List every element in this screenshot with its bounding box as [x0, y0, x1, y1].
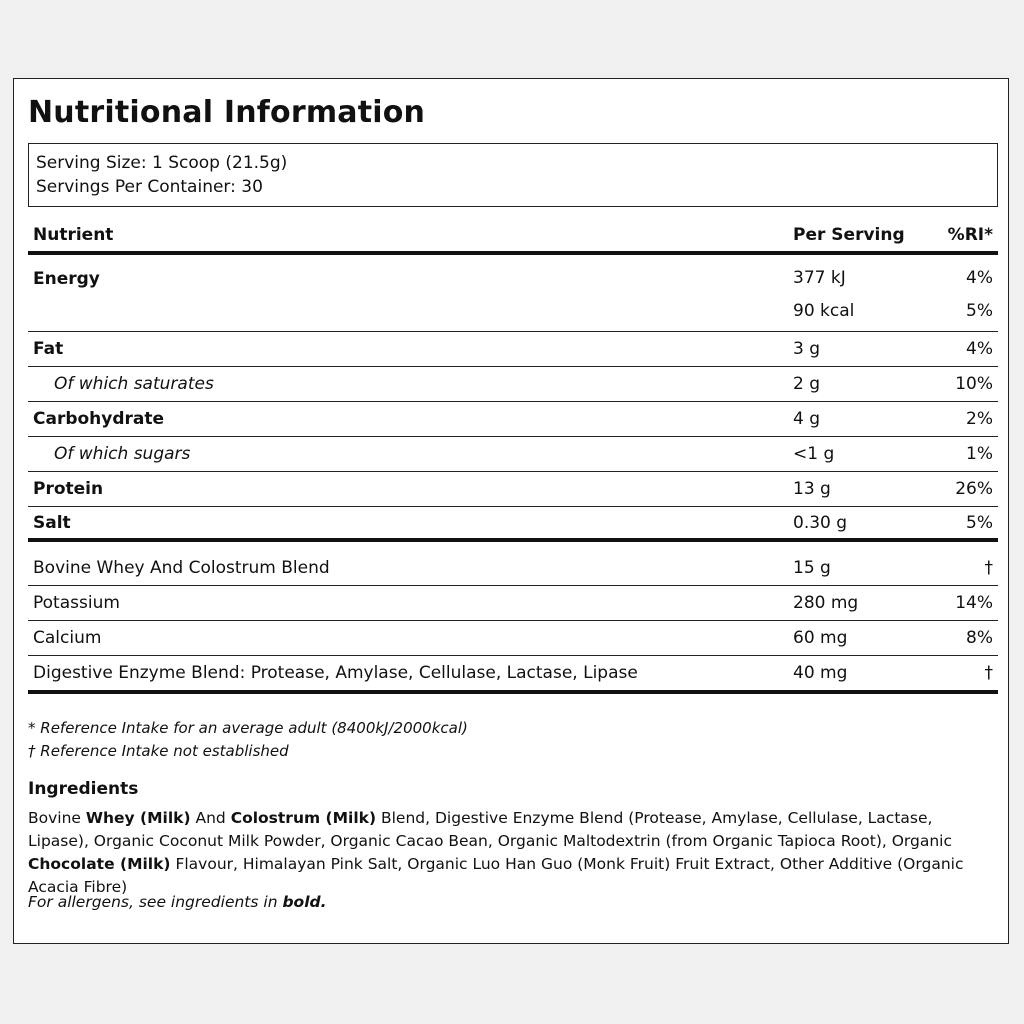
allergen-bold: Whey (Milk) — [85, 809, 191, 827]
energy-kcal: 90 kcal — [793, 300, 855, 321]
ri-value: 1% — [966, 444, 993, 464]
table-row-enzyme-blend — [28, 656, 998, 694]
table-row-potassium — [28, 586, 998, 621]
table-row-energy — [28, 255, 998, 332]
allergen-note-text: For allergens, see ingredients in — [28, 893, 283, 911]
table-row-calcium — [28, 621, 998, 656]
dagger-footnote: † Reference Intake not established — [28, 742, 289, 760]
per-serving-value: 60 mg — [793, 628, 848, 648]
serving-size: Serving Size: 1 Scoop (21.5g) — [36, 153, 288, 173]
nutrient-name: Fat — [33, 339, 64, 359]
allergen-note — [28, 893, 327, 911]
table-row-salt — [28, 507, 998, 542]
nutrient-name: Potassium — [33, 593, 120, 613]
ri-value: 4% — [966, 339, 993, 359]
ri-footnote: * Reference Intake for an average adult (8400kJ/2000kcal) — [28, 719, 468, 737]
per-serving-value: 280 mg — [793, 593, 859, 613]
nutrient-name: Calcium — [33, 628, 102, 648]
servings-per-container: Servings Per Container: 30 — [36, 177, 263, 197]
per-serving-value: 40 mg — [793, 663, 848, 683]
nutrient-name: Energy — [33, 269, 100, 289]
ri-value: † — [984, 663, 993, 683]
header-nutrient: Nutrient — [33, 225, 114, 245]
table-row-saturates — [28, 367, 998, 402]
page-title: Nutritional Information — [28, 95, 426, 130]
allergen-note-bold: bold. — [282, 893, 327, 911]
nutrition-table — [28, 219, 998, 694]
nutrient-name: Bovine Whey And Colostrum Blend — [33, 558, 330, 578]
per-serving-value: 13 g — [793, 479, 831, 499]
table-row-protein — [28, 472, 998, 507]
ri-value: 8% — [966, 628, 993, 648]
per-serving-value: 3 g — [793, 339, 821, 359]
ingredients-heading: Ingredients — [28, 779, 139, 799]
header-ri: %RI* — [947, 225, 993, 245]
energy-kj: 377 kJ — [793, 267, 846, 288]
ingredients-part: Blend, Digestive Enzyme Blend (Protease, Amylase, Cellulase, Lactase, Lipase), Organic Coconut Milk Powder, Organic Cacao Bean, Organic Maltodextrin (from Organic Tapioca Root), Organic — [28, 809, 953, 850]
nutrient-name: Salt — [33, 512, 71, 533]
per-serving-value: <1 g — [793, 444, 835, 464]
ri-value: † — [984, 558, 993, 578]
allergen-bold: Colostrum (Milk) — [230, 809, 377, 827]
ri-value: 5% — [966, 512, 993, 533]
per-serving-value: 0.30 g — [793, 512, 848, 533]
energy-kcal-ri: 5% — [966, 300, 993, 321]
ingredients-part: Flavour, Himalayan Pink Salt, Organic Luo Han Guo (Monk Fruit) Fruit Extract, Other Additive (Organic Acacia Fibre) — [28, 855, 964, 896]
footnotes — [28, 717, 468, 763]
nutrient-name: Carbohydrate — [33, 409, 165, 429]
energy-ri-values — [923, 255, 993, 331]
table-row-fat — [28, 332, 998, 367]
nutrient-name: Digestive Enzyme Blend: Protease, Amylase, Cellulase, Lactase, Lipase — [33, 663, 638, 683]
table-row-whey-blend — [28, 542, 998, 586]
per-serving-value: 2 g — [793, 374, 821, 394]
ri-value: 14% — [955, 593, 993, 613]
ri-value: 10% — [955, 374, 993, 394]
ingredients-part: Bovine — [28, 809, 86, 827]
ri-value: 26% — [955, 479, 993, 499]
allergen-bold: Chocolate (Milk) — [28, 855, 171, 873]
nutrition-panel — [13, 78, 1009, 944]
nutrient-name: Of which sugars — [54, 444, 191, 464]
ingredients-part: And — [190, 809, 231, 827]
nutrient-name: Of which saturates — [54, 374, 214, 394]
energy-values — [793, 255, 923, 331]
table-row-sugars — [28, 437, 998, 472]
table-row-carbohydrate — [28, 402, 998, 437]
table-header-row — [28, 219, 998, 255]
per-serving-value: 15 g — [793, 558, 831, 578]
ri-value: 2% — [966, 409, 993, 429]
ingredients-text — [28, 807, 988, 899]
header-per-serving: Per Serving — [793, 225, 905, 245]
energy-kj-ri: 4% — [966, 267, 993, 288]
per-serving-value: 4 g — [793, 409, 821, 429]
nutrient-name: Protein — [33, 479, 104, 499]
serving-info-box — [28, 143, 998, 207]
